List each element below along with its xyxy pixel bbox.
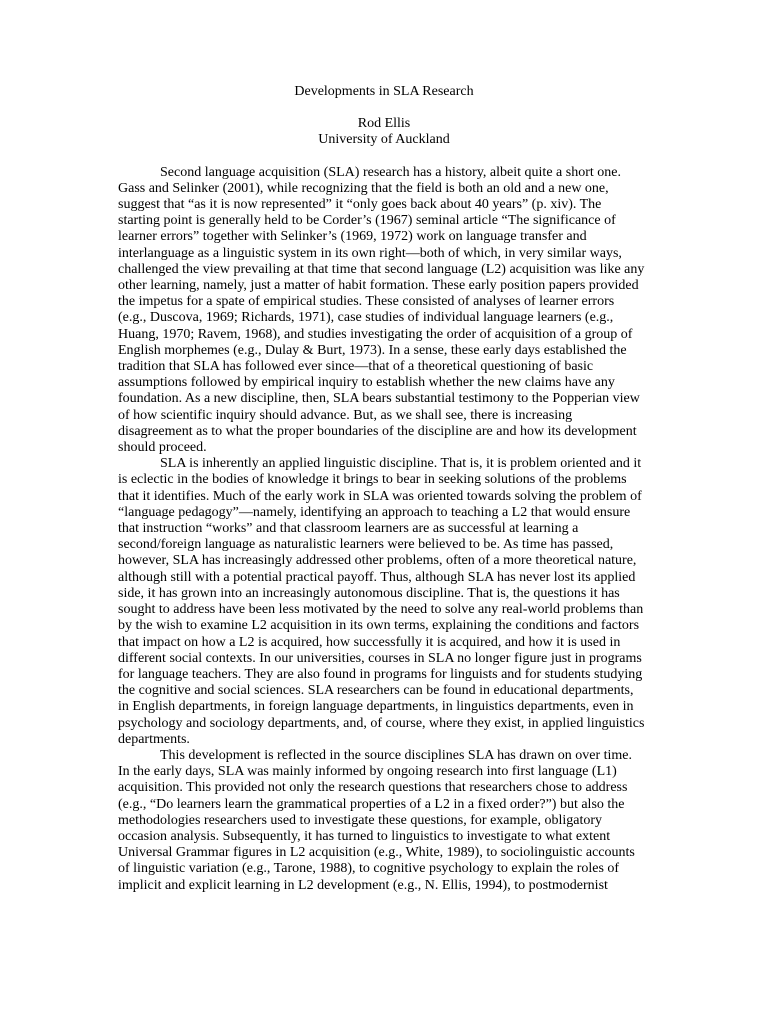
text-line: Second language acquisition (SLA) research has a history, albeit quite a short one. <box>160 164 621 180</box>
text-line: methodologies researchers used to investigate these questions, for example, obligatory <box>118 812 603 828</box>
text-line: In the early days, SLA was mainly informed by ongoing research into first language (L1) <box>118 764 617 780</box>
text-line: Huang, 1970; Ravem, 1968), and studies investigating the order of acquisition of a group of <box>118 326 633 342</box>
text-line: side, it has grown into an increasingly autonomous discipline. That is, the questions it has <box>118 585 620 601</box>
author-name: Rod Ellis <box>357 116 411 132</box>
text-line: that impact on how a L2 is acquired, how successfully it is acquired, and how it is used in <box>118 634 621 650</box>
text-line: of how scientific inquiry should advance. But, as we shall see, there is increasing <box>118 407 573 423</box>
text-line: although still with a potential practical payoff. Thus, although SLA has never lost its applied <box>118 569 636 585</box>
text-line: starting point is generally held to be Corder’s (1967) seminal article “The significance of <box>118 213 616 229</box>
text-line: in English departments, in foreign language departments, in linguistics departments, even in <box>118 699 634 715</box>
text-line: learner errors” together with Selinker’s (1969, 1972) work on language transfer and <box>118 229 587 245</box>
text-line: second/foreign language as naturalistic learners were believed to be. As time has passed, <box>118 537 614 553</box>
text-line: of linguistic variation (e.g., Tarone, 1988), to cognitive psychology to explain the roles of <box>118 861 620 877</box>
text-line: however, SLA has increasingly addressed other problems, often of a more theoretical nature, <box>118 553 637 569</box>
text-line: sought to address have been less motivated by the need to solve any real-world problems than <box>118 602 644 618</box>
text-line: for language teachers. They are also found in programs for linguists and for students studying <box>118 666 643 682</box>
text-line: suggest that “as it is now represented” it “only goes back about 40 years” (p. xiv). The <box>118 197 602 213</box>
text-line: acquisition. This provided not only the research questions that researchers chose to address <box>118 780 628 796</box>
text-line: different social contexts. In our universities, courses in SLA no longer figure just in programs <box>118 650 642 666</box>
text-line: Gass and Selinker (2001), while recognizing that the field is both an old and a new one, <box>118 180 609 196</box>
text-line: English morphemes (e.g., Dulay & Burt, 1973). In a sense, these early days established the <box>118 342 627 358</box>
text-line: disagreement as to what the proper boundaries of the discipline are and how its development <box>118 423 637 439</box>
text-line: psychology and sociology departments, and, of course, where they exist, in applied linguistics <box>118 715 645 731</box>
text-line: departments. <box>118 731 190 747</box>
text-line: (e.g., Duscova, 1969; Richards, 1971), case studies of individual language learners (e.g., <box>118 310 614 326</box>
text-line: challenged the view prevailing at that time that second language (L2) acquisition was like any <box>118 261 645 277</box>
text-line: assumptions followed by empirical inquiry to establish whether the new claims have any <box>118 375 615 391</box>
text-line: other learning, namely, just a matter of habit formation. These early position papers provided <box>118 278 639 294</box>
document-title: Developments in SLA Research <box>294 84 474 99</box>
text-line: “language pedagogy”—namely, identifying an approach to teaching a L2 that would ensure <box>118 504 631 520</box>
text-line: This development is reflected in the source disciplines SLA has drawn on over time. <box>160 747 632 763</box>
text-line: interlanguage as a linguistic system in its own right—both of which, in very similar ways, <box>118 245 622 261</box>
text-line: foundation. As a new discipline, then, SLA bears substantial testimony to the Popperian view <box>118 391 640 407</box>
text-line: SLA is inherently an applied linguistic discipline. That is, it is problem oriented and it <box>160 456 642 472</box>
text-line: tradition that SLA has followed ever since—that of a theoretical questioning of basic <box>118 359 594 375</box>
text-line: that it identifies. Much of the early work in SLA was oriented towards solving the problem of <box>118 488 642 504</box>
text-line: should proceed. <box>118 440 207 456</box>
text-line: occasion analysis. Subsequently, it has turned to linguistics to investigate to what extent <box>118 828 611 844</box>
text-line: implicit and explicit learning in L2 development (e.g., N. Ellis, 1994), to postmodernist <box>118 877 608 893</box>
author-affiliation: University of Auckland <box>318 132 450 148</box>
text-line: Universal Grammar figures in L2 acquisition (e.g., White, 1989), to sociolinguistic accounts <box>118 845 635 861</box>
text-line: that instruction “works” and that classroom learners are as successful at learning a <box>118 521 579 537</box>
text-line: the cognitive and social sciences. SLA researchers can be found in educational departments, <box>118 683 634 699</box>
body-text <box>118 165 650 894</box>
text-line: is eclectic in the bodies of knowledge it brings to bear in seeking solutions of the problems <box>118 472 627 488</box>
text-line: by the wish to examine L2 acquisition in its own terms, explaining the conditions and factors <box>118 618 640 634</box>
text-line: (e.g., “Do learners learn the grammatical properties of a L2 in a fixed order?”) but also the <box>118 796 625 812</box>
text-line: the impetus for a spate of empirical studies. These consisted of analyses of learner errors <box>118 294 615 310</box>
